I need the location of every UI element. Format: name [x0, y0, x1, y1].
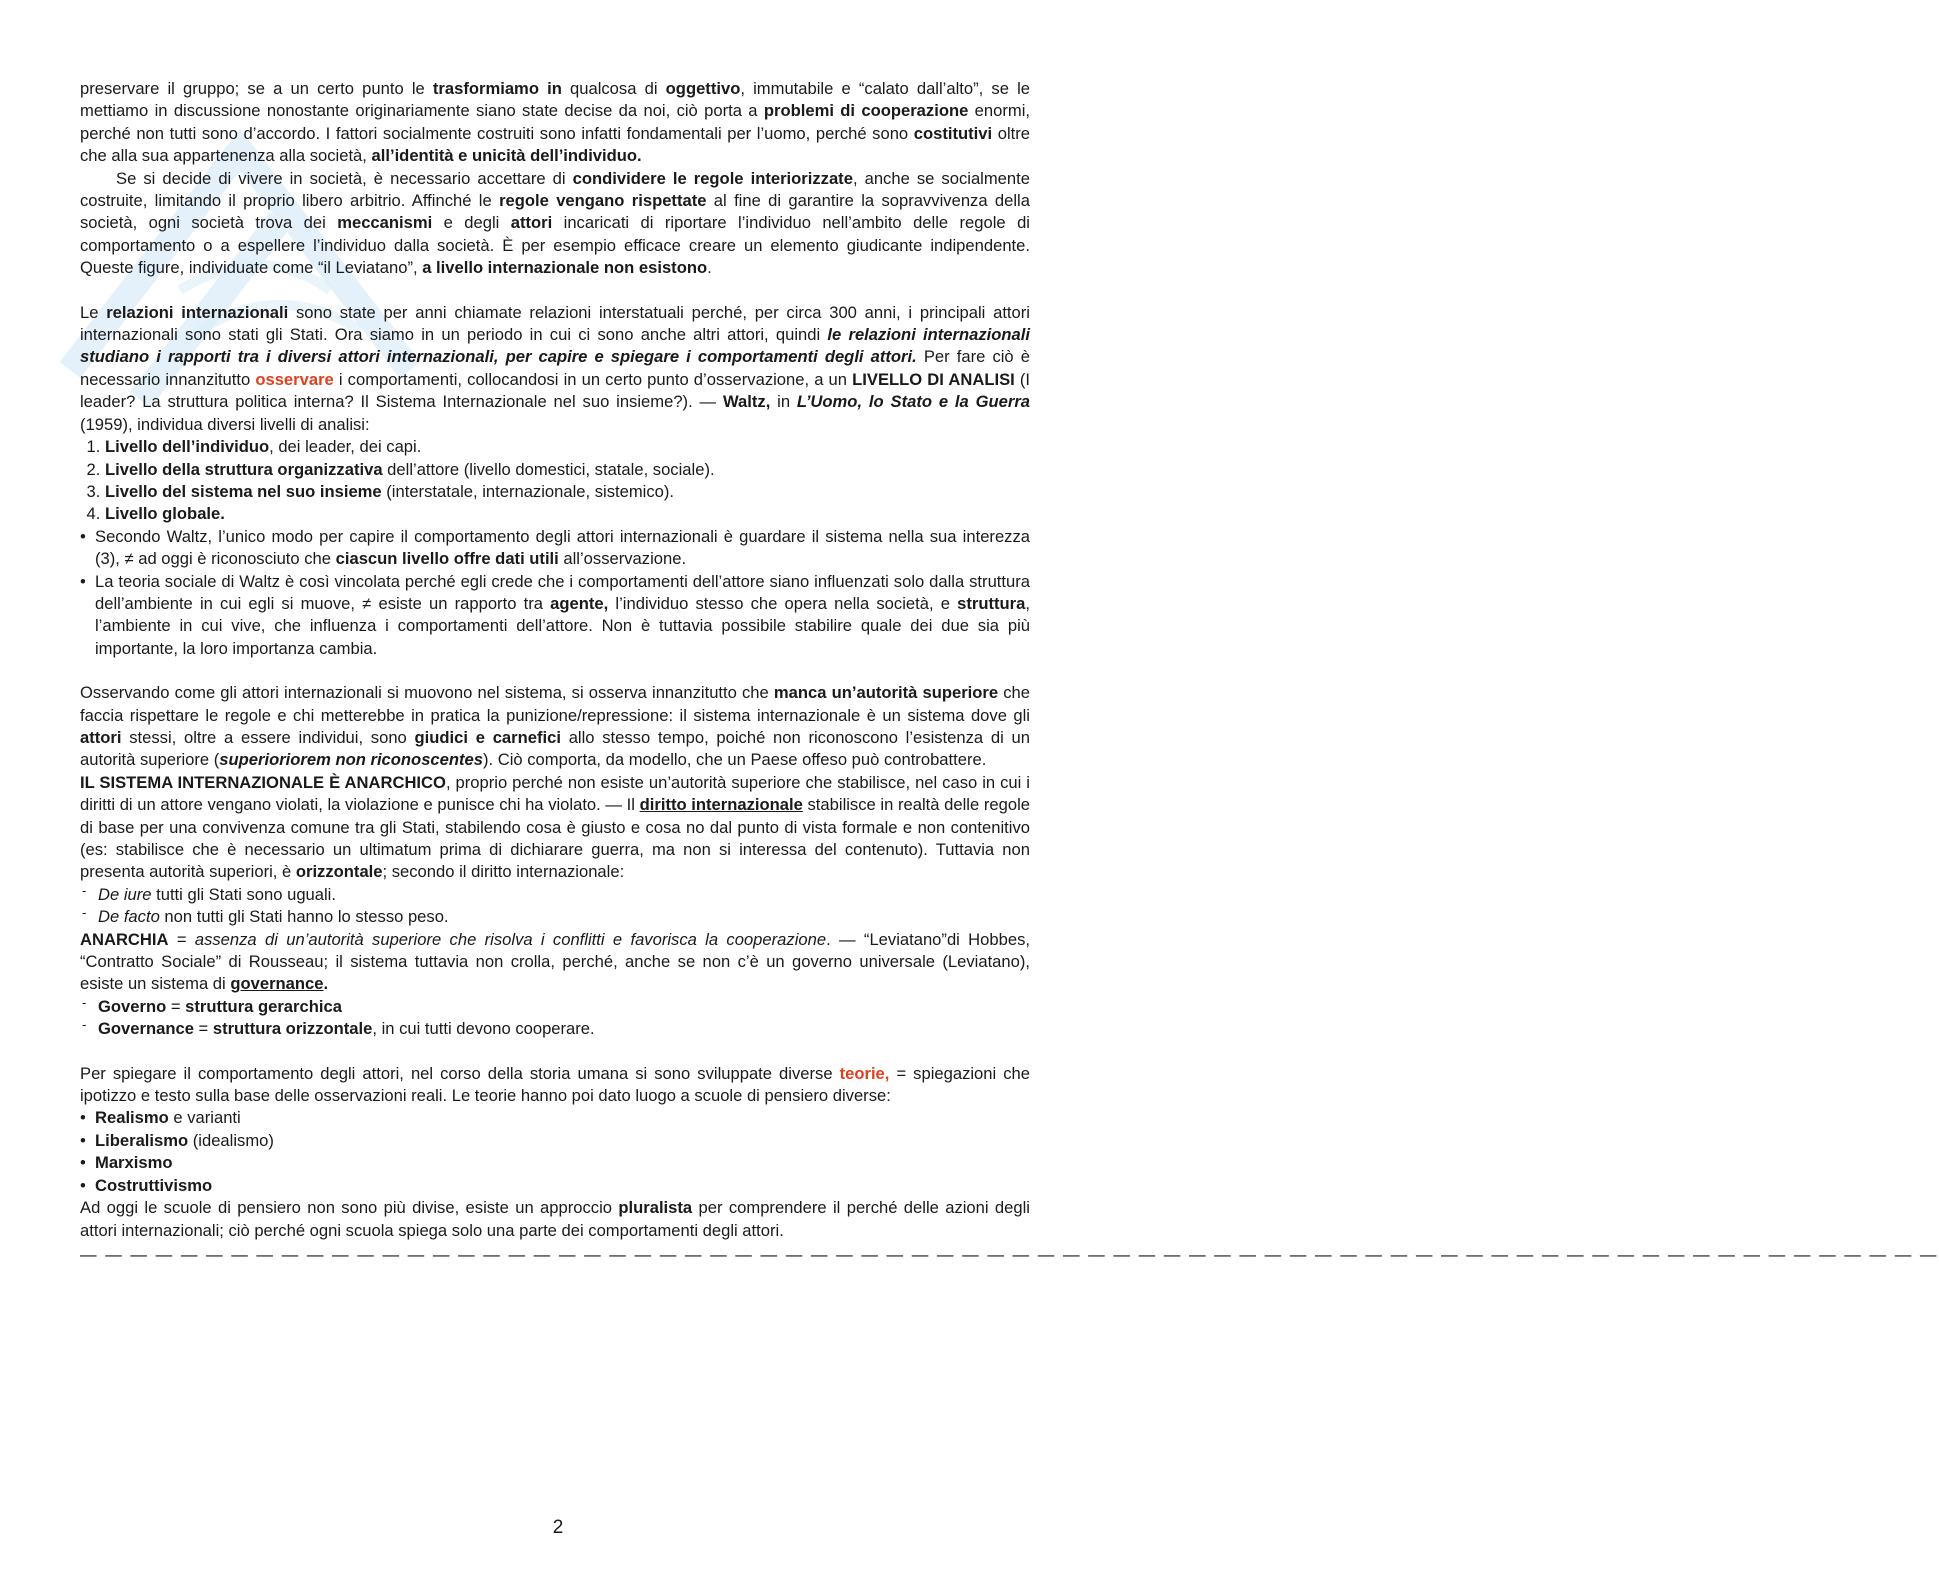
list-item: 3. Livello del sistema nel suo insieme (interstatale, internazionale, sistemico). — [105, 481, 1030, 503]
list-item: • Marxismo — [95, 1152, 1030, 1174]
paragraph-no-authority: Osservando come gli attori internazionali si muovono nel sistema, si osserva innanzitutto che manca un’autorità superiore che faccia rispettare le regole e chi metterebbe in pratica la punizione/repressione: il sistema internazionale è un sistema dove gli attori stessi, oltre a essere individui, sono giudici e carnefici allo stesso tempo, poiché non riconoscono l’esistenza di un autorità superiore (superioriorem non riconoscentes). Ciò comporta, da modello, che un Paese offeso può controbattere. — [80, 683, 1030, 770]
list-item: - De iure tutti gli Stati sono uguali. — [98, 884, 1030, 906]
list-item: - Governo = struttura gerarchica — [98, 996, 1030, 1018]
list-item: 4. Livello globale. — [105, 503, 1030, 525]
dashed-rule: — — — — — — — — — — — — — — — — — — — — — — — — — — — — — — — — — — — — — — — — — — — — — — — — — — — — — — — — — — — — — — — — — — — — — — — — — — — [80, 1244, 1939, 1264]
page-number: 2 — [552, 1517, 564, 1538]
list-item: 2. Livello della struttura organizzativa dell’attore (livello domestici, statale, sociale). — [105, 459, 1030, 481]
document-body — [80, 78, 1939, 1266]
paragraph-groups: preservare il gruppo; se a un certo punto le trasformiamo in qualcosa di oggettivo, immutabile e “calato dall’alto”, se le mettiamo in discussione nonostante originariamente siano state decise da noi, ciò porta a problemi di cooperazione enormi, perché non tutti sono d’accordo. I fattori socialmente costruiti sono infatti fondamentali per l’uomo, perché sono costitutivi oltre che alla sua appartenenza alla società, all’identità e unicità dell’individuo. — [80, 79, 1030, 166]
list-item: • Costruttivismo — [95, 1175, 1030, 1197]
list-item: • Liberalismo (idealismo) — [95, 1130, 1030, 1152]
list-item: • Secondo Waltz, l’unico modo per capire il comportamento degli attori internazionali è guardare il sistema nella sua interezza (3), ≠ ad oggi è riconosciuto che ciascun livello offre dati utili all’osservazione. — [95, 526, 1030, 571]
list-item: - Governance = struttura orizzontale, in cui tutti devono cooperare. — [98, 1018, 1030, 1040]
international-law-list — [80, 884, 1030, 929]
paragraph-anarchy-definition: ANARCHIA = assenza di un’autorità superiore che risolva i conflitti e favorisca la cooperazione. — “Leviatano”di Hobbes, “Contratto Sociale” di Rousseau; il sistema tuttavia non crolla, perché, anche se non c’è un governo universale (Leviatano), esiste un sistema di governance. — [80, 929, 1030, 994]
paragraph-theories: Per spiegare il comportamento degli attori, nel corso della storia umana si sono sviluppate diverse teorie, = spiegazioni che ipotizzo e testo sulla base delle osservazioni reali. Le teorie hanno poi dato luogo a scuole di pensiero diverse: — [80, 1063, 1030, 1106]
paragraph-international-relations: Le relazioni internazionali sono state per anni chiamate relazioni interstatuali perché, per circa 300 anni, i principali attori internazionali sono stati gli Stati. Ora siamo in un periodo in cui ci sono anche altri attori, quindi le relazioni internazionali studiano i rapporti tra i diversi attori internazionali, per capire e spiegare i comportamenti degli attori. Per fare ciò è necessario innanzitutto osservare i comportamenti, collocandosi in un certo punto d’osservazione, a un LIVELLO DI ANALISI (I leader? La struttura politica interna? Il Sistema Internazionale nel suo insieme?). — Waltz, in L’Uomo, lo Stato e la Guerra (1959), individua diversi livelli di analisi: — [80, 302, 1031, 434]
list-item: • Realismo e varianti — [95, 1107, 1030, 1129]
list-item: • La teoria sociale di Waltz è così vincolata perché egli crede che i comportamenti dell’attore siano influenzati solo dalla struttura dell’ambiente in cui egli si muove, ≠ esiste un rapporto tra agente, l’individuo stesso che opera nella società, e struttura, l’ambiente in cui vive, che influenza i comportamenti dell’attore. Non è tuttavia possibile stabilire quale dei due sia più importante, la loro importanza cambia. — [95, 571, 1030, 661]
governance-list — [80, 996, 1030, 1041]
paragraph-society-rules: Se si decide di vivere in società, è necessario accettare di condividere le regole interiorizzate, anche se socialmente costruite, limitando il proprio libero arbitrio. Affinché le regole vengano rispettate al fine di garantire la sopravvivenza della società, ogni società trova dei meccanismi e degli attori incaricati di riportare l’individuo nell’ambito delle regole di comportamento o a espellere l’individuo dalla società. È per esempio efficace creare un elemento giudicante indipendente. Queste figure, individuate come “il Leviatano”, a livello internazionale non esistono. — [80, 168, 1030, 278]
waltz-bullets — [80, 526, 1030, 660]
list-item: 1. Livello dell’individuo, dei leader, dei capi. — [105, 436, 1030, 458]
list-item: - De facto non tutti gli Stati hanno lo stesso peso. — [98, 906, 1030, 928]
paragraph-pluralist: Ad oggi le scuole di pensiero non sono più divise, esiste un approccio pluralista per comprendere il perché delle azioni degli attori internazionali; ciò perché ogni scuola spiega solo una parte dei comportamenti degli attori. — [80, 1198, 1030, 1240]
paragraph-anarchic-system: IL SISTEMA INTERNAZIONALE È ANARCHICO, proprio perché non esiste un’autorità superiore che stabilisce, nel caso in cui i diritti di un attore vengano violati, la violazione e punisce chi ha violato. — Il diritto internazionale stabilisce in realtà delle regole di base per una convivenza comune tra gli Stati, stabilendo cosa è giusto e cosa no dal punto di vista formale e non contenitivo (es: stabilisce che è necessario un ultimatum prima di dichiarare guerra, ma non si interessa del contenuto). Tuttavia non presenta autorità superiori, è orizzontale; secondo il diritto internazionale: — [80, 772, 1030, 882]
schools-list — [80, 1107, 1030, 1197]
analysis-levels-list — [80, 436, 1030, 526]
